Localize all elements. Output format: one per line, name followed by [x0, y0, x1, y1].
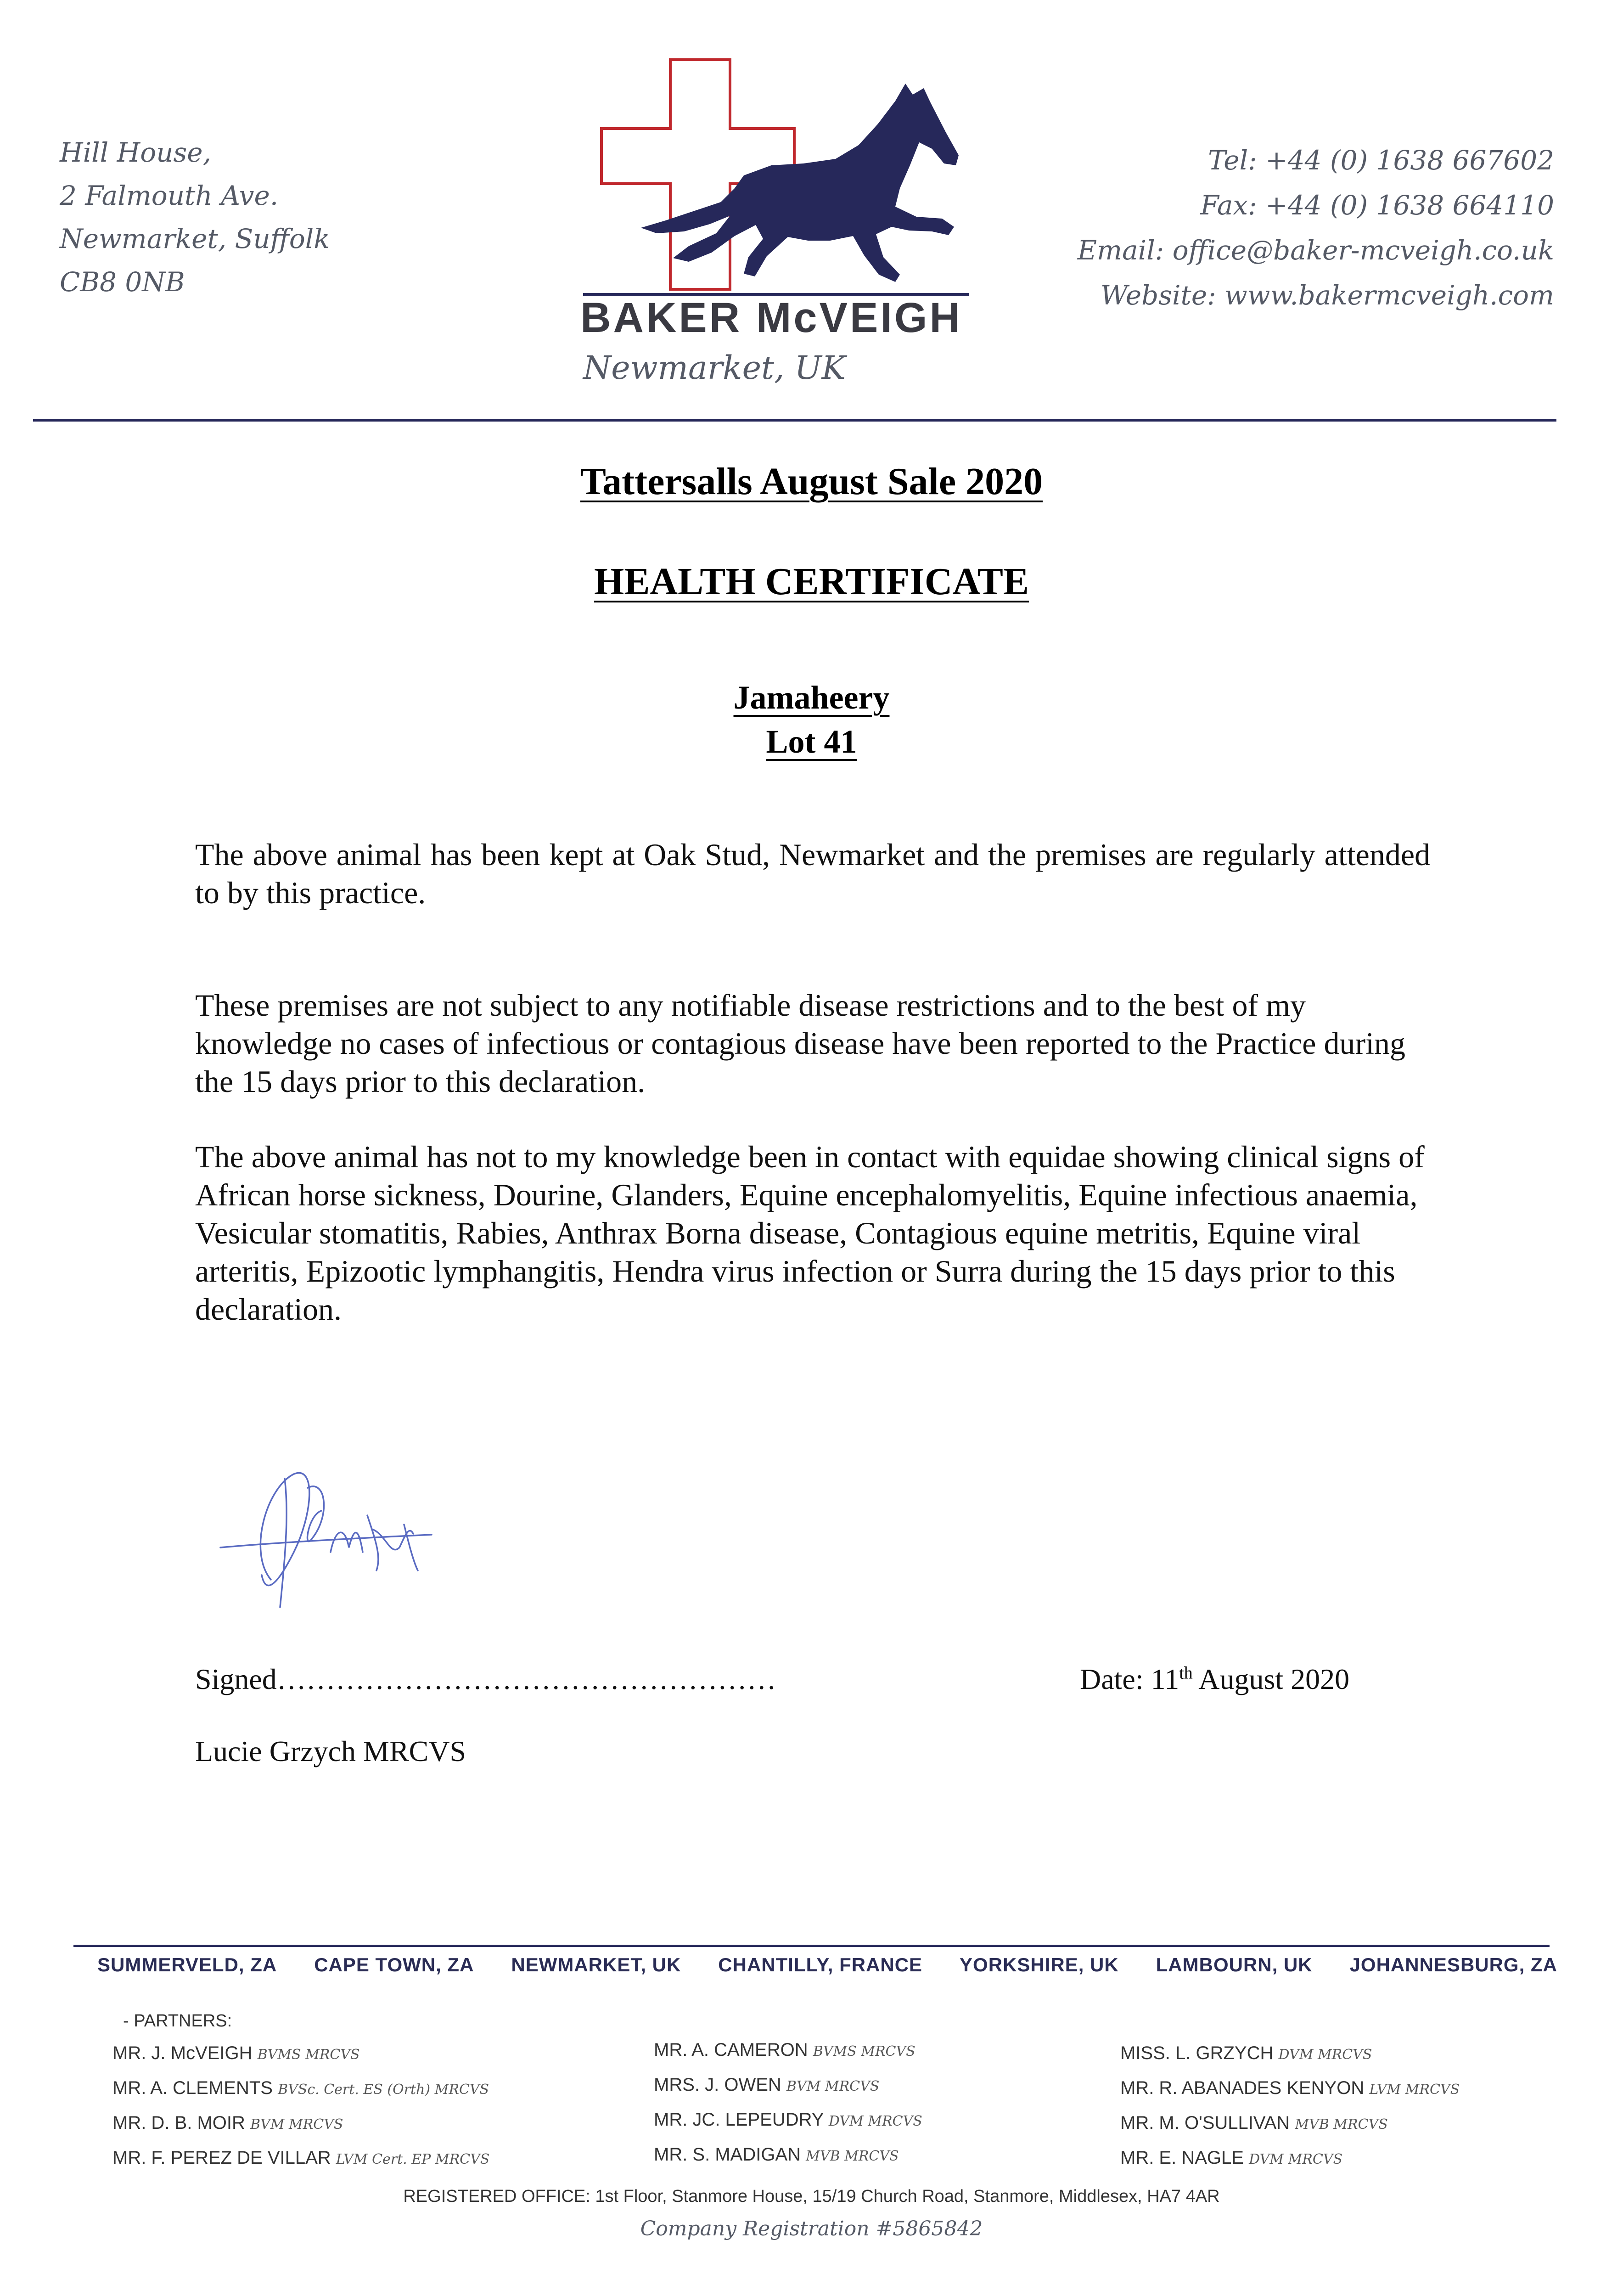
paragraph-premises: The above animal has been kept at Oak Stud, Newmarket and the premises are regularly attended to by this practice. — [195, 837, 1430, 910]
partner-name: MISS. L. GRZYCH — [1120, 2043, 1274, 2063]
partner-name: MR. M. O'SULLIVAN — [1120, 2113, 1290, 2133]
partners-column-2 — [654, 2033, 922, 2173]
office-item: LAMBOURN, UK — [1156, 1954, 1313, 1975]
partner-entry — [112, 2106, 489, 2141]
partner-entry — [1120, 2071, 1460, 2106]
partner-quals: DVM MRCVS — [828, 2113, 922, 2129]
registered-office: REGISTERED OFFICE: 1st Floor, Stanmore House, 15/19 Church Road, Stanmore, Middlesex, HA7 4AR — [403, 2187, 1220, 2206]
partner-quals: LVM MRCVS — [1369, 2082, 1460, 2098]
address-line: 2 Falmouth Ave. — [60, 180, 279, 211]
partner-quals: BVMS MRCVS — [257, 2047, 360, 2063]
fax-line: Fax: +44 (0) 1638 664110 — [1200, 190, 1554, 221]
partner-entry — [654, 2033, 922, 2068]
handwritten-signature — [216, 1460, 436, 1616]
partner-name: MR. R. ABANADES KENYON — [1120, 2078, 1365, 2098]
date-ordinal: th — [1179, 1663, 1193, 1683]
partner-name: MR. A. CLEMENTS — [112, 2078, 273, 2098]
signed-line: Signed…………………………………………… — [195, 1663, 776, 1695]
horse-name — [0, 679, 1623, 717]
office-item: YORKSHIRE, UK — [960, 1954, 1119, 1975]
email-line: Email: office@baker-mcveigh.co.uk — [1077, 235, 1554, 266]
partner-quals: DVM MRCVS — [1249, 2151, 1342, 2167]
partner-name: MR. A. CAMERON — [654, 2040, 808, 2060]
sale-title-text: Tattersalls August Sale 2020 — [580, 460, 1043, 503]
website-line: Website: www.bakermcveigh.com — [1100, 280, 1554, 311]
partner-name: MR. D. B. MOIR — [112, 2113, 245, 2133]
partner-name: MRS. J. OWEN — [654, 2075, 781, 2095]
header-divider — [33, 419, 1556, 422]
paragraph-restrictions: These premises are not subject to any notifiable disease restrictions and to the best of my knowledge no cases of infectious or contagious disease have been reported to the Practice during the 15 days prior to this declaration. — [195, 988, 1405, 1099]
partner-quals: BVM MRCVS — [786, 2078, 880, 2094]
partners-column-3 — [1120, 2037, 1460, 2176]
certificate-title-text: HEALTH CERTIFICATE — [594, 560, 1029, 603]
partner-name: MR. F. PEREZ DE VILLAR — [112, 2148, 331, 2168]
office-item: CHANTILLY, FRANCE — [718, 1954, 923, 1975]
partner-quals: BVM MRCVS — [250, 2116, 343, 2133]
brand-location: Newmarket, UK — [583, 349, 846, 387]
horse-icon — [641, 84, 959, 282]
office-item: JOHANNESBURG, ZA — [1349, 1954, 1557, 1975]
office-item: SUMMERVELD, ZA — [97, 1954, 277, 1975]
partner-name: MR. JC. LEPEUDRY — [654, 2110, 824, 2130]
signature-date — [1080, 1662, 1349, 1696]
partner-entry — [654, 2103, 922, 2138]
paragraph-contact: The above animal has not to my knowledge been in contact with equidae showing clinical signs of African horse sickness, Dourine, Glanders, Equine encephalomyelitis, Equine infectious anaemia, Vesicular stomatitis, Rabies, Anthrax Borna disease, Contagious equine metritis, Equine viral arteritis, Epizootic lymphangitis, Hendra virus infection or Surra during the 15 days prior to this declaration. — [195, 1139, 1425, 1327]
brand-name: BAKER McVEIGH — [580, 294, 962, 341]
address-line: Newmarket, Suffolk — [60, 223, 330, 254]
phone-line: Tel: +44 (0) 1638 667602 — [1208, 145, 1554, 176]
partners-label: - PARTNERS: — [123, 2011, 232, 2031]
partner-name: MR. E. NAGLE — [1120, 2148, 1244, 2168]
partner-quals: MVB MRCVS — [1295, 2116, 1388, 2133]
partner-quals: DVM MRCVS — [1278, 2047, 1372, 2063]
partner-entry — [1120, 2141, 1460, 2176]
partner-quals: LVM Cert. EP MRCVS — [336, 2151, 490, 2167]
partner-entry — [1120, 2037, 1460, 2071]
partner-entry — [112, 2037, 489, 2071]
date-prefix: Date: 11 — [1080, 1663, 1179, 1695]
partners-column-1 — [112, 2037, 489, 2176]
date-rest: August 2020 — [1192, 1663, 1350, 1695]
company-registration: Company Registration #5865842 — [640, 2217, 983, 2240]
address-block — [60, 131, 330, 304]
contact-block — [1078, 138, 1554, 318]
lot-number-text: Lot 41 — [766, 723, 857, 760]
partner-name: MR. S. MADIGAN — [654, 2144, 801, 2165]
signer-name: Lucie Grzych MRCVS — [195, 1735, 466, 1767]
office-item: CAPE TOWN, ZA — [314, 1954, 474, 1975]
address-line: CB8 0NB — [60, 266, 185, 298]
partner-entry — [654, 2068, 922, 2103]
partner-quals: BVMS MRCVS — [813, 2043, 915, 2060]
lot-number — [0, 723, 1623, 761]
partner-name: MR. J. McVEIGH — [112, 2043, 253, 2063]
horse-name-text: Jamaheery — [733, 679, 890, 716]
office-list — [97, 1954, 1557, 1976]
partner-quals: BVSc. Cert. ES (Orth) MRCVS — [278, 2082, 489, 2098]
partner-entry — [654, 2138, 922, 2173]
partner-entry — [112, 2141, 489, 2176]
sale-title — [0, 459, 1623, 504]
partner-quals: MVB MRCVS — [806, 2148, 899, 2164]
office-item: NEWMARKET, UK — [511, 1954, 681, 1975]
company-logo — [578, 51, 973, 308]
partner-entry — [1120, 2106, 1460, 2141]
address-line: Hill House, — [60, 137, 212, 168]
partner-entry — [112, 2071, 489, 2106]
certificate-title — [0, 559, 1623, 604]
footer-divider — [73, 1945, 1550, 1947]
